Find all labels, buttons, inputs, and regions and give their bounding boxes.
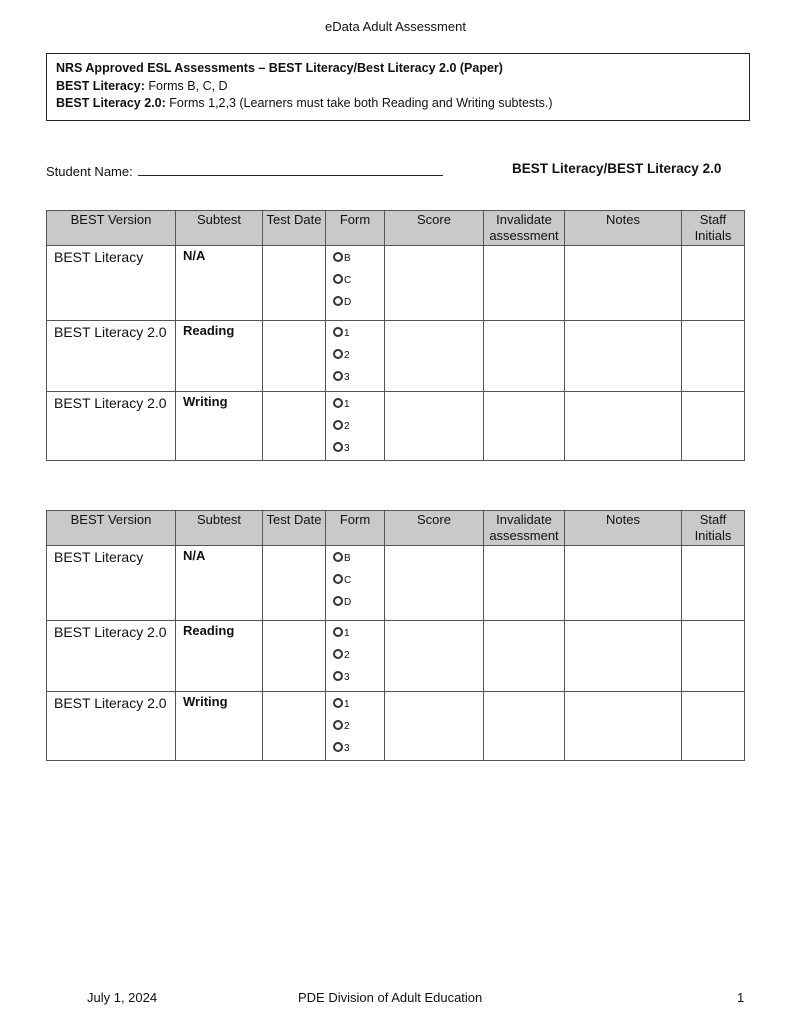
version-cell [47,392,176,461]
info-box [46,53,750,121]
radio-circle-icon[interactable] [333,649,343,659]
footer-page-number: 1 [737,990,745,1005]
column-header: Test Date [263,211,326,246]
form-option-label: 1 [344,628,350,639]
info-line2-text: Forms B, C, D [144,78,228,93]
version-label: BEST Literacy [54,249,144,265]
test-date-cell[interactable] [263,692,326,761]
footer-date: July 1, 2024 [87,990,158,1005]
form-option-label: 3 [344,672,350,683]
column-header: Staff Initials [682,211,745,246]
form-option[interactable] [333,290,384,312]
version-label: BEST Literacy 2.0 [54,324,167,340]
notes-cell[interactable] [565,321,682,392]
page-header: eData Adult Assessment [325,19,466,34]
radio-circle-icon[interactable] [333,296,343,306]
form-option[interactable] [333,246,384,268]
radio-circle-icon[interactable] [333,742,343,752]
form-option-label: 3 [344,743,350,754]
column-header: Subtest [176,211,263,246]
radio-circle-icon[interactable] [333,574,343,584]
column-header: Score [385,211,484,246]
form-option[interactable] [333,736,384,758]
radio-circle-icon[interactable] [333,552,343,562]
column-header: Test Date [263,511,326,546]
version-cell [47,621,176,692]
radio-circle-icon[interactable] [333,252,343,262]
radio-circle-icon[interactable] [333,420,343,430]
subtest-label: Reading [183,323,235,338]
assessment-table [46,210,745,461]
info-line3-text: Forms 1,2,3 (Learners must take both Reading and Writing subtests.) [165,96,553,110]
form-option-label: B [344,253,351,264]
table-row [47,692,745,761]
form-option-label: 3 [344,372,350,383]
invalidate-cell[interactable] [484,621,565,692]
staff-initials-cell[interactable] [682,321,745,392]
form-option[interactable] [333,365,384,387]
invalidate-cell[interactable] [484,392,565,461]
form-option[interactable] [333,590,384,612]
table-row [47,392,745,461]
version-cell [47,321,176,392]
table-header-row [47,211,745,246]
form-cell [326,321,385,392]
subtest-cell [176,621,263,692]
radio-circle-icon[interactable] [333,596,343,606]
column-header: Invalidate assessment [484,211,565,246]
student-name-row [46,162,443,179]
score-cell[interactable] [385,692,484,761]
form-option-label: 1 [344,399,350,410]
radio-circle-icon[interactable] [333,671,343,681]
table-row [47,246,745,321]
form-option-label: B [344,553,351,564]
radio-circle-icon[interactable] [333,274,343,284]
score-cell[interactable] [385,546,484,621]
form-option[interactable] [333,268,384,290]
column-header: Staff Initials [682,511,745,546]
best-title: BEST Literacy/BEST Literacy 2.0 [512,161,722,176]
student-name-label: Student Name: [46,164,133,179]
staff-initials-cell[interactable] [682,621,745,692]
radio-circle-icon[interactable] [333,371,343,381]
subtest-label: Writing [183,394,228,409]
form-option[interactable] [333,546,384,568]
subtest-cell [176,546,263,621]
form-option[interactable] [333,714,384,736]
form-option-label: 1 [344,328,350,339]
column-header: Form [326,211,385,246]
notes-cell[interactable] [565,621,682,692]
version-cell [47,246,176,321]
form-option-label: 3 [344,443,350,454]
form-option[interactable] [333,321,384,343]
subtest-label: N/A [183,548,206,563]
form-cell [326,692,385,761]
form-cell [326,621,385,692]
radio-circle-icon[interactable] [333,442,343,452]
form-option[interactable] [333,343,384,365]
column-header: Form [326,511,385,546]
table-row [47,321,745,392]
form-option[interactable] [333,392,384,414]
form-cell [326,246,385,321]
version-label: BEST Literacy 2.0 [54,395,167,411]
version-label: BEST Literacy [54,549,144,565]
radio-circle-icon[interactable] [333,698,343,708]
column-header: Invalidate assessment [484,511,565,546]
form-option-label: C [344,575,352,586]
staff-initials-cell[interactable] [682,546,745,621]
test-date-cell[interactable] [263,392,326,461]
invalidate-cell[interactable] [484,321,565,392]
staff-initials-cell[interactable] [682,692,745,761]
invalidate-cell[interactable] [484,692,565,761]
radio-circle-icon[interactable] [333,349,343,359]
form-option[interactable] [333,414,384,436]
version-cell [47,546,176,621]
radio-circle-icon[interactable] [333,720,343,730]
form-option-label: D [344,297,352,308]
test-date-cell[interactable] [263,321,326,392]
version-label: BEST Literacy 2.0 [54,695,167,711]
form-option[interactable] [333,436,384,458]
form-cell [326,546,385,621]
footer-center: PDE Division of Adult Education [298,990,483,1005]
form-option-label: 1 [344,699,350,710]
column-header: Notes [565,211,682,246]
form-option[interactable] [333,621,384,643]
version-label: BEST Literacy 2.0 [54,624,167,640]
staff-initials-cell[interactable] [682,392,745,461]
table-row [47,621,745,692]
notes-cell[interactable] [565,246,682,321]
info-line1: NRS Approved ESL Assessments – BEST Literacy/Best Literacy 2.0 (Paper) [56,61,503,75]
form-option-label: 2 [344,421,350,432]
subtest-cell [176,321,263,392]
column-header: Notes [565,511,682,546]
subtest-cell [176,246,263,321]
test-date-cell[interactable] [263,621,326,692]
subtest-label: Writing [183,694,228,709]
test-date-cell[interactable] [263,246,326,321]
form-cell [326,392,385,461]
radio-circle-icon[interactable] [333,327,343,337]
notes-cell[interactable] [565,392,682,461]
column-header: BEST Version [47,511,176,546]
score-cell[interactable] [385,321,484,392]
score-cell[interactable] [385,621,484,692]
radio-circle-icon[interactable] [333,627,343,637]
score-cell[interactable] [385,246,484,321]
form-option[interactable] [333,643,384,665]
form-option-label: 2 [344,350,350,361]
column-header: Subtest [176,511,263,546]
invalidate-cell[interactable] [484,246,565,321]
notes-cell[interactable] [565,546,682,621]
student-name-field[interactable] [138,162,443,176]
version-cell [47,692,176,761]
subtest-label: Reading [183,623,235,638]
radio-circle-icon[interactable] [333,398,343,408]
column-header: Score [385,511,484,546]
invalidate-cell[interactable] [484,546,565,621]
form-option-label: 2 [344,650,350,661]
table-row [47,546,745,621]
form-option[interactable] [333,568,384,590]
score-cell[interactable] [385,392,484,461]
table-header-row [47,511,745,546]
staff-initials-cell[interactable] [682,246,745,321]
form-option-label: 2 [344,721,350,732]
column-header: BEST Version [47,211,176,246]
form-option-label: D [344,597,352,608]
form-option[interactable] [333,665,384,687]
subtest-label: N/A [183,248,206,263]
notes-cell[interactable] [565,692,682,761]
subtest-cell [176,392,263,461]
form-option-label: C [344,275,352,286]
info-line3-label: BEST Literacy 2.0: [56,96,166,110]
info-line2-label: BEST Literacy: [56,78,145,93]
test-date-cell[interactable] [263,546,326,621]
subtest-cell [176,692,263,761]
form-option[interactable] [333,692,384,714]
assessment-table [46,510,745,761]
